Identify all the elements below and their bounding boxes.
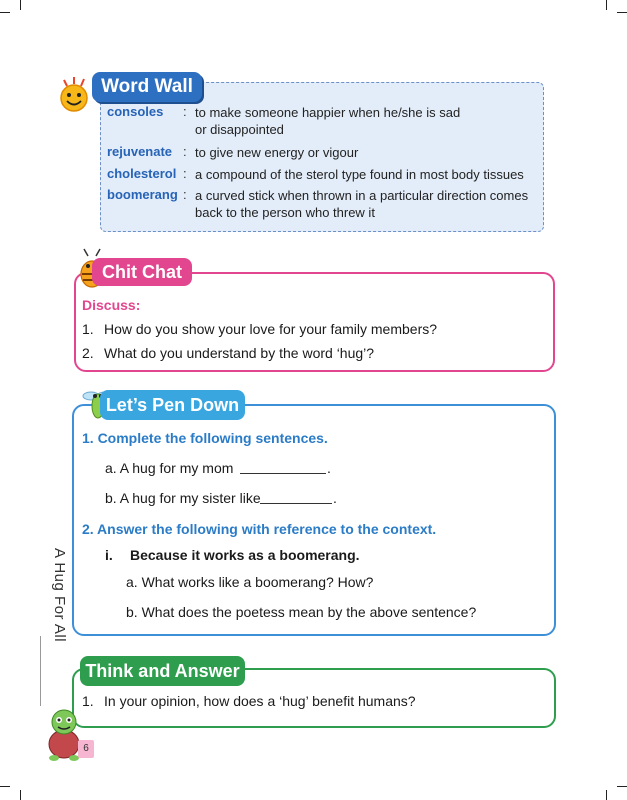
definition-line: back to the person who threw it (195, 205, 375, 220)
question-number: 1. (82, 693, 94, 709)
sentence-item: a. A hug for my mom (105, 460, 234, 476)
colon: : (183, 104, 187, 119)
definition-consoles (195, 104, 535, 138)
discuss-label: Discuss: (82, 297, 141, 313)
question-number: 2. (82, 345, 94, 361)
crop-mark (617, 12, 627, 13)
page-number: 6 (78, 740, 94, 758)
word-rejuvenate: rejuvenate (107, 144, 173, 159)
side-divider (40, 636, 41, 706)
chit-chat-title: Chit Chat (92, 258, 192, 286)
context-question: a. What works like a boomerang? How? (126, 574, 374, 590)
crop-mark (0, 12, 10, 13)
sentence-end: . (333, 490, 337, 506)
colon: : (183, 166, 187, 181)
question-text: What do you understand by the word ‘hug’? (104, 345, 375, 361)
crop-mark (617, 786, 627, 787)
crop-mark (20, 0, 21, 10)
chapter-side-title: A Hug For All (51, 548, 68, 643)
colon: : (183, 144, 187, 159)
answer-blank[interactable] (260, 503, 332, 504)
definition-rejuvenate: to give new energy or vigour (195, 145, 359, 160)
word-cholesterol: cholesterol (107, 166, 177, 181)
colon: : (183, 187, 187, 202)
q1-heading: 1. Complete the following sentences. (82, 430, 328, 446)
pen-down-title: Let’s Pen Down (100, 390, 245, 420)
context-number: i. (105, 547, 113, 563)
context-quote: Because it works as a boomerang. (130, 547, 360, 563)
think-answer-title: Think and Answer (80, 656, 245, 686)
crop-mark (606, 790, 607, 800)
definition-line: a curved stick when thrown in a particular direction comes (195, 188, 529, 203)
q2-heading: 2. Answer the following with reference to the context. (82, 521, 437, 537)
crop-mark (0, 786, 10, 787)
answer-blank[interactable] (240, 473, 326, 474)
word-wall-title: Word Wall (92, 72, 202, 102)
question-number: 1. (82, 321, 94, 337)
definition-line: or disappointed (195, 122, 284, 137)
definition-cholesterol: a compound of the sterol type found in most body tissues (195, 167, 524, 182)
question-text: How do you show your love for your family members? (104, 321, 438, 337)
context-question: b. What does the poetess mean by the above sentence? (126, 604, 477, 620)
crop-mark (606, 0, 607, 10)
sentence-end: . (327, 460, 331, 476)
definition-boomerang (195, 187, 535, 221)
word-consoles: consoles (107, 104, 164, 119)
crop-mark (20, 790, 21, 800)
word-boomerang: boomerang (107, 187, 178, 202)
definition-line: to make someone happier when he/she is sad (195, 105, 461, 120)
question-text: In your opinion, how does a ‘hug’ benefit humans? (104, 693, 416, 709)
sentence-item: b. A hug for my sister like (105, 490, 261, 506)
